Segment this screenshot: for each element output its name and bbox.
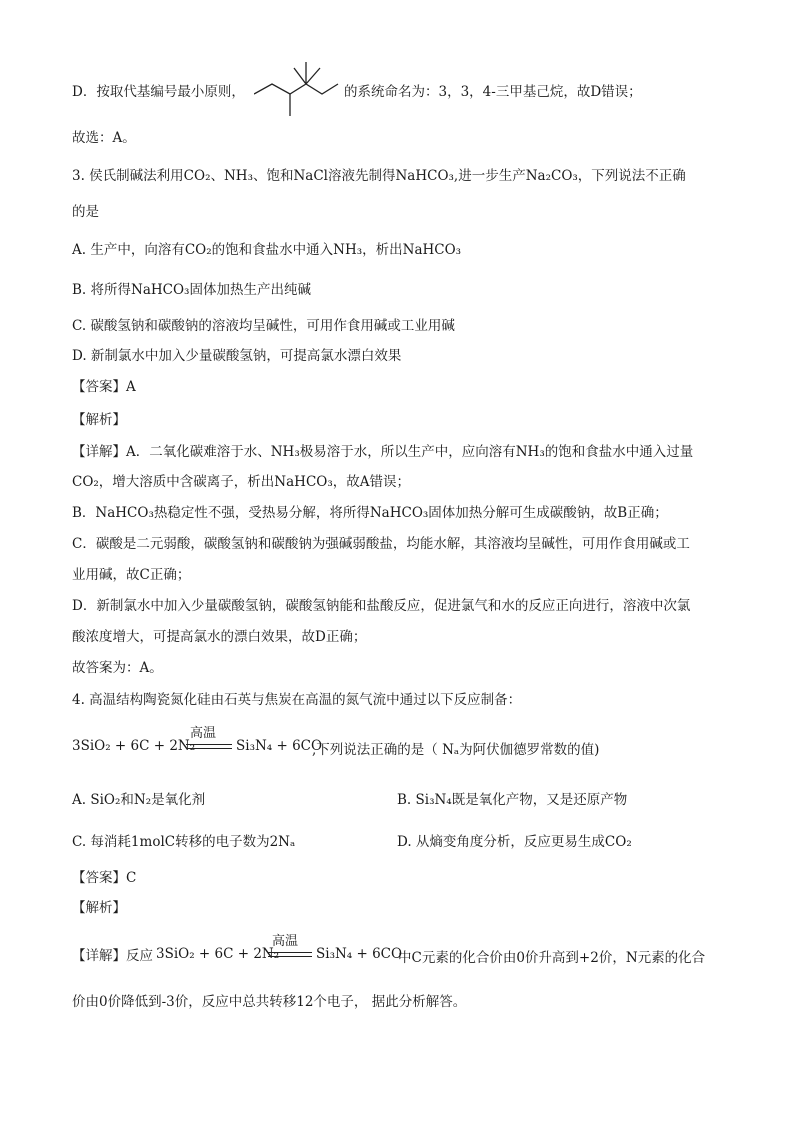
q4-stem-tail: ,下列说法正确的是（ Nₐ为阿伏伽德罗常数的值) [312, 742, 600, 758]
q4-equation-equal-sign [186, 744, 232, 749]
q3-option-a: A. 生产中，向溶有CO₂的饱和食盐水中通入NH₃，析出NaHCO₃ [72, 242, 462, 258]
q4-detail-eq-condition: 高温 [272, 934, 299, 949]
q4-detail-prefix: 【详解】反应 [72, 948, 153, 964]
q4-detail-eq-equal-sign [268, 952, 312, 957]
q3-detail-line6: D．新制氯水中加入少量碳酸氢钠，碳酸氢钠能和盐酸反应，促进氯气和水的反应正向进行，溶液中次氯 [72, 598, 691, 614]
q4-detail-suffix: 中C元素的化合价由0价升高到+2价，N元素的化合 [398, 950, 706, 966]
q2-conclusion: 故选：A。 [72, 130, 136, 146]
q3-detail-line3: B．NaHCO₃热稳定性不强，受热易分解，将所得NaHCO₃固体加热分解可生成碳酸钠，故B正确； [72, 505, 668, 521]
q2-option-d-suffix: 的系统命名为：3，3，4-三甲基己烷，故D错误； [344, 84, 642, 100]
q3-detail-line1: 【详解】A．二氧化碳难溶于水、NH₃极易溶于水，所以生产中，应向溶有NH₃的饱和食盐水中通入过量 [72, 444, 694, 460]
q3-stem-line1: 3. 侯氏制碱法利用CO₂、NH₃、饱和NaCl溶液先制得NaHCO₃,进一步生产Na₂CO₃，下列说法不正确 [72, 168, 686, 184]
q4-option-c: C. 每消耗1molC转移的电子数为2Nₐ [72, 834, 296, 850]
q4-equation-condition: 高温 [190, 726, 217, 741]
q4-option-b: B. Si₃N₄既是氧化产物，又是还原产物 [397, 792, 628, 808]
q3-option-b: B. 将所得NaHCO₃固体加热生产出纯碱 [72, 282, 311, 298]
q3-option-d: D. 新制氯水中加入少量碳酸氢钠，可提高氯水漂白效果 [72, 348, 402, 364]
q2-option-d-prefix: D．按取代基编号最小原则， [72, 84, 245, 100]
q4-detail-line2: 价由0价降低到-3价，反应中总共转移12个电子， 据此分析解答。 [72, 994, 467, 1010]
q3-answer: 【答案】A [72, 379, 136, 395]
q3-option-c: C. 碳酸氢钠和碳酸钠的溶液均呈碱性，可用作食用碱或工业用碱 [72, 318, 455, 334]
q4-answer: 【答案】C [72, 870, 137, 886]
q3-analysis-tag: 【解析】 [72, 412, 126, 428]
q4-option-a: A. SiO₂和N₂是氧化剂 [72, 792, 206, 808]
q4-equation-left: 3SiO₂ + 6C + 2N₂ [72, 738, 196, 754]
q3-detail-line2: CO₂，增大溶质中含碳离子，析出NaHCO₃，故A错误； [72, 474, 411, 490]
q3-detail-line7: 酸浓度增大，可提高氯水的漂白效果，故D正确； [72, 629, 367, 645]
q3-conclusion: 故答案为：A。 [72, 660, 163, 676]
q3-detail-line4: C．碳酸是二元弱酸，碳酸氢钠和碳酸钠为强碱弱酸盐，均能水解，其溶液均呈碱性，可用作食用碱或工 [72, 536, 690, 552]
q4-detail-eq-right: Si₃N₄ + 6CO [316, 946, 403, 962]
q4-stem-line1: 4. 高温结构陶瓷氮化硅由石英与焦炭在高温的氮气流中通过以下反应制备： [72, 692, 522, 708]
q3-stem-line2: 的是 [72, 204, 99, 220]
q3-detail-line5: 业用碱，故C正确； [72, 567, 191, 583]
q4-option-d: D. 从熵变角度分析，反应更易生成CO₂ [397, 834, 632, 850]
skeletal-formula-image [254, 62, 344, 120]
q4-analysis-tag: 【解析】 [72, 900, 126, 916]
q4-equation-right: Si₃N₄ + 6CO [236, 738, 323, 754]
q4-detail-eq-left: 3SiO₂ + 6C + 2N₂ [156, 946, 280, 962]
